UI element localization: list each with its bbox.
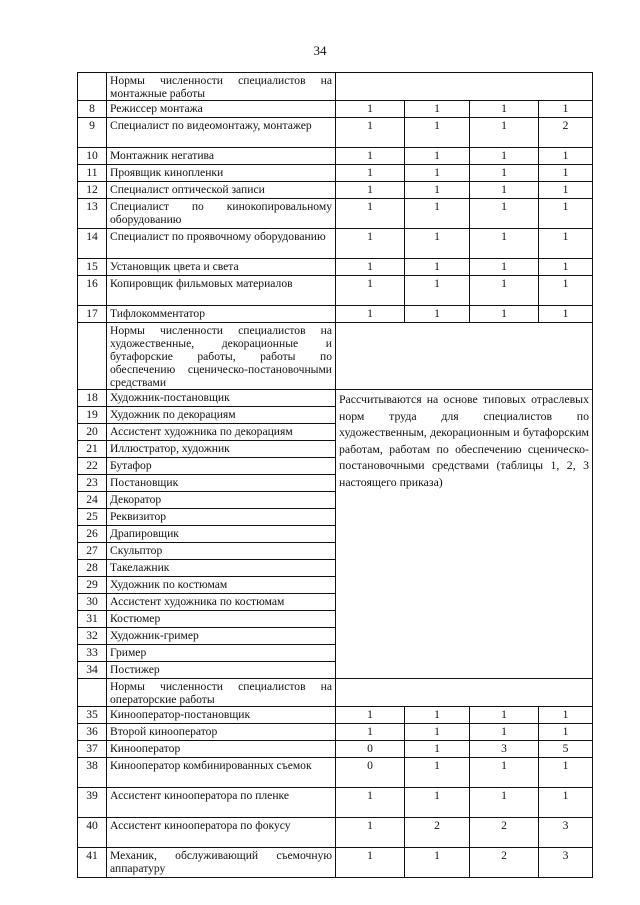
empty-number-cell xyxy=(78,679,107,707)
row-number: 18 xyxy=(78,390,107,407)
row-number: 16 xyxy=(78,276,107,306)
table-row xyxy=(78,788,593,818)
table-row xyxy=(78,229,593,259)
row-number: 26 xyxy=(78,526,107,543)
row-number: 29 xyxy=(78,577,107,594)
norm-value: 1 xyxy=(539,724,593,741)
row-number: 34 xyxy=(78,662,107,679)
empty-values-cell xyxy=(336,73,593,101)
row-number: 22 xyxy=(78,458,107,475)
position-name: Копировщик фильмовых материалов xyxy=(107,276,336,306)
row-number: 31 xyxy=(78,611,107,628)
norm-value: 1 xyxy=(336,199,405,229)
norm-value: 1 xyxy=(470,259,539,276)
norm-value: 1 xyxy=(405,199,470,229)
norm-value: 1 xyxy=(539,165,593,182)
norm-value: 1 xyxy=(336,182,405,199)
norm-value: 1 xyxy=(336,306,405,323)
norm-value: 1 xyxy=(405,788,470,818)
norm-value: 1 xyxy=(470,199,539,229)
row-number: 28 xyxy=(78,560,107,577)
norm-value: 1 xyxy=(470,165,539,182)
norm-value: 1 xyxy=(405,306,470,323)
position-name: Ассистент кинооператора по фокусу xyxy=(107,818,336,848)
row-number: 41 xyxy=(78,848,107,878)
norm-value: 1 xyxy=(405,182,470,199)
position-name: Реквизитор xyxy=(107,509,336,526)
norm-value: 0 xyxy=(336,758,405,788)
norm-value: 1 xyxy=(336,101,405,118)
section-title-art: Нормы численности специалистов на художественные, декорационные и бутафорские работы, работы по обеспечению сценическо-постановочными средствами xyxy=(107,323,336,390)
norm-value: 1 xyxy=(539,306,593,323)
norm-value: 1 xyxy=(405,707,470,724)
norm-value: 1 xyxy=(470,182,539,199)
norm-value: 1 xyxy=(405,741,470,758)
position-name: Ассистент художника по декорациям xyxy=(107,424,336,441)
norm-value: 1 xyxy=(405,165,470,182)
norm-value: 1 xyxy=(336,818,405,848)
table-row xyxy=(78,259,593,276)
norm-value: 1 xyxy=(405,848,470,878)
row-number: 11 xyxy=(78,165,107,182)
position-name: Специалист оптической записи xyxy=(107,182,336,199)
table-row xyxy=(78,148,593,165)
norm-value: 1 xyxy=(336,229,405,259)
empty-values-cell xyxy=(336,323,593,390)
row-number: 27 xyxy=(78,543,107,560)
norm-value: 1 xyxy=(336,788,405,818)
row-number: 40 xyxy=(78,818,107,848)
position-name: Постижер xyxy=(107,662,336,679)
position-name: Бутафор xyxy=(107,458,336,475)
empty-number-cell xyxy=(78,323,107,390)
row-number: 19 xyxy=(78,407,107,424)
norm-value: 1 xyxy=(539,259,593,276)
norm-value: 1 xyxy=(470,724,539,741)
position-name: Художник по декорациям xyxy=(107,407,336,424)
norm-value: 1 xyxy=(336,165,405,182)
section-title-camera: Нормы численности специалистов на операторские работы xyxy=(107,679,336,707)
norm-value: 2 xyxy=(539,118,593,148)
table-row xyxy=(78,707,593,724)
norm-value: 1 xyxy=(539,788,593,818)
table-row xyxy=(78,724,593,741)
table-row xyxy=(78,165,593,182)
row-number: 14 xyxy=(78,229,107,259)
row-number: 37 xyxy=(78,741,107,758)
row-number: 10 xyxy=(78,148,107,165)
table-row xyxy=(78,101,593,118)
table-row xyxy=(78,199,593,229)
row-number: 13 xyxy=(78,199,107,229)
norm-value: 1 xyxy=(539,229,593,259)
norm-value: 1 xyxy=(470,758,539,788)
table-row xyxy=(78,741,593,758)
row-number: 35 xyxy=(78,707,107,724)
norm-value: 1 xyxy=(470,229,539,259)
position-name: Гример xyxy=(107,645,336,662)
norm-value: 1 xyxy=(539,182,593,199)
norm-value: 1 xyxy=(470,276,539,306)
position-name: Установщик цвета и света xyxy=(107,259,336,276)
position-name: Такелажник xyxy=(107,560,336,577)
empty-number-cell xyxy=(78,73,107,101)
position-name: Второй кинооператор xyxy=(107,724,336,741)
norm-value: 1 xyxy=(336,724,405,741)
position-name: Художник-гример xyxy=(107,628,336,645)
position-name: Драпировщик xyxy=(107,526,336,543)
art-calculation-note: Рассчитываются на основе типовых отраслевых норм труда для специалистов по художественным, декорационным и бутафорским работам, работам по обеспечению сценическо-постановочными средствами (таблицы 1, 2, 3 настоящего приказа) xyxy=(336,390,593,679)
position-name: Специалист по кинокопировальному оборудованию xyxy=(107,199,336,229)
table-row xyxy=(78,390,593,407)
table-row xyxy=(78,276,593,306)
position-name: Скульптор xyxy=(107,543,336,560)
position-name: Проявщик кинопленки xyxy=(107,165,336,182)
norm-value: 1 xyxy=(405,229,470,259)
staffing-norms-table xyxy=(77,72,593,878)
norm-value: 1 xyxy=(539,148,593,165)
position-name: Костюмер xyxy=(107,611,336,628)
position-name: Ассистент художника по костюмам xyxy=(107,594,336,611)
norm-value: 1 xyxy=(470,707,539,724)
row-number: 20 xyxy=(78,424,107,441)
norm-value: 1 xyxy=(470,306,539,323)
page-number: 34 xyxy=(313,43,327,58)
norm-value: 3 xyxy=(539,818,593,848)
norm-value: 1 xyxy=(336,276,405,306)
norm-value: 2 xyxy=(405,818,470,848)
row-number: 15 xyxy=(78,259,107,276)
table-row xyxy=(78,182,593,199)
position-name: Художник-постановщик xyxy=(107,390,336,407)
norm-value: 1 xyxy=(539,199,593,229)
table-row xyxy=(78,758,593,788)
row-number: 21 xyxy=(78,441,107,458)
norm-value: 3 xyxy=(539,848,593,878)
norm-value: 1 xyxy=(539,707,593,724)
norm-value: 1 xyxy=(336,148,405,165)
norm-value: 1 xyxy=(405,276,470,306)
norm-value: 1 xyxy=(470,148,539,165)
row-number: 8 xyxy=(78,101,107,118)
row-number: 32 xyxy=(78,628,107,645)
norm-value: 1 xyxy=(470,788,539,818)
position-name: Режиссер монтажа xyxy=(107,101,336,118)
norm-value: 1 xyxy=(539,276,593,306)
section-header-row xyxy=(78,323,593,390)
position-name: Тифлокомментатор xyxy=(107,306,336,323)
norm-value: 1 xyxy=(336,118,405,148)
norm-value: 2 xyxy=(470,848,539,878)
table-row xyxy=(78,818,593,848)
section-header-row xyxy=(78,679,593,707)
norm-value: 1 xyxy=(405,724,470,741)
position-name: Художник по костюмам xyxy=(107,577,336,594)
norm-value: 1 xyxy=(405,758,470,788)
position-name: Иллюстратор, художник xyxy=(107,441,336,458)
empty-values-cell xyxy=(336,679,593,707)
row-number: 17 xyxy=(78,306,107,323)
row-number: 38 xyxy=(78,758,107,788)
position-name: Кинооператор комбинированных съемок xyxy=(107,758,336,788)
position-name: Специалист по проявочному оборудованию xyxy=(107,229,336,259)
table-row xyxy=(78,848,593,878)
norm-value: 1 xyxy=(336,259,405,276)
norm-value: 3 xyxy=(470,741,539,758)
position-name: Кинооператор-постановщик xyxy=(107,707,336,724)
norm-value: 1 xyxy=(470,118,539,148)
row-number: 33 xyxy=(78,645,107,662)
norm-value: 5 xyxy=(539,741,593,758)
norm-value: 1 xyxy=(539,101,593,118)
norm-value: 1 xyxy=(405,118,470,148)
table-row xyxy=(78,118,593,148)
norm-value: 1 xyxy=(405,148,470,165)
norm-value: 1 xyxy=(405,259,470,276)
row-number: 36 xyxy=(78,724,107,741)
position-name: Монтажник негатива xyxy=(107,148,336,165)
position-name: Механик, обслуживающий съемочную аппаратуру xyxy=(107,848,336,878)
row-number: 12 xyxy=(78,182,107,199)
row-number: 30 xyxy=(78,594,107,611)
position-name: Ассистент кинооператора по пленке xyxy=(107,788,336,818)
position-name: Декоратор xyxy=(107,492,336,509)
norm-value: 1 xyxy=(405,101,470,118)
position-name: Кинооператор xyxy=(107,741,336,758)
section-title-montage: Нормы численности специалистов на монтажные работы xyxy=(107,73,336,101)
norm-value: 2 xyxy=(470,818,539,848)
table-body xyxy=(78,73,593,878)
norm-value: 1 xyxy=(336,848,405,878)
row-number: 9 xyxy=(78,118,107,148)
row-number: 39 xyxy=(78,788,107,818)
position-name: Специалист по видеомонтажу, монтажер xyxy=(107,118,336,148)
row-number: 25 xyxy=(78,509,107,526)
section-header-row xyxy=(78,73,593,101)
row-number: 23 xyxy=(78,475,107,492)
row-number: 24 xyxy=(78,492,107,509)
norm-value: 1 xyxy=(336,707,405,724)
table-row xyxy=(78,306,593,323)
position-name: Постановщик xyxy=(107,475,336,492)
norm-value: 1 xyxy=(470,101,539,118)
norm-value: 0 xyxy=(336,741,405,758)
norm-value: 1 xyxy=(539,758,593,788)
